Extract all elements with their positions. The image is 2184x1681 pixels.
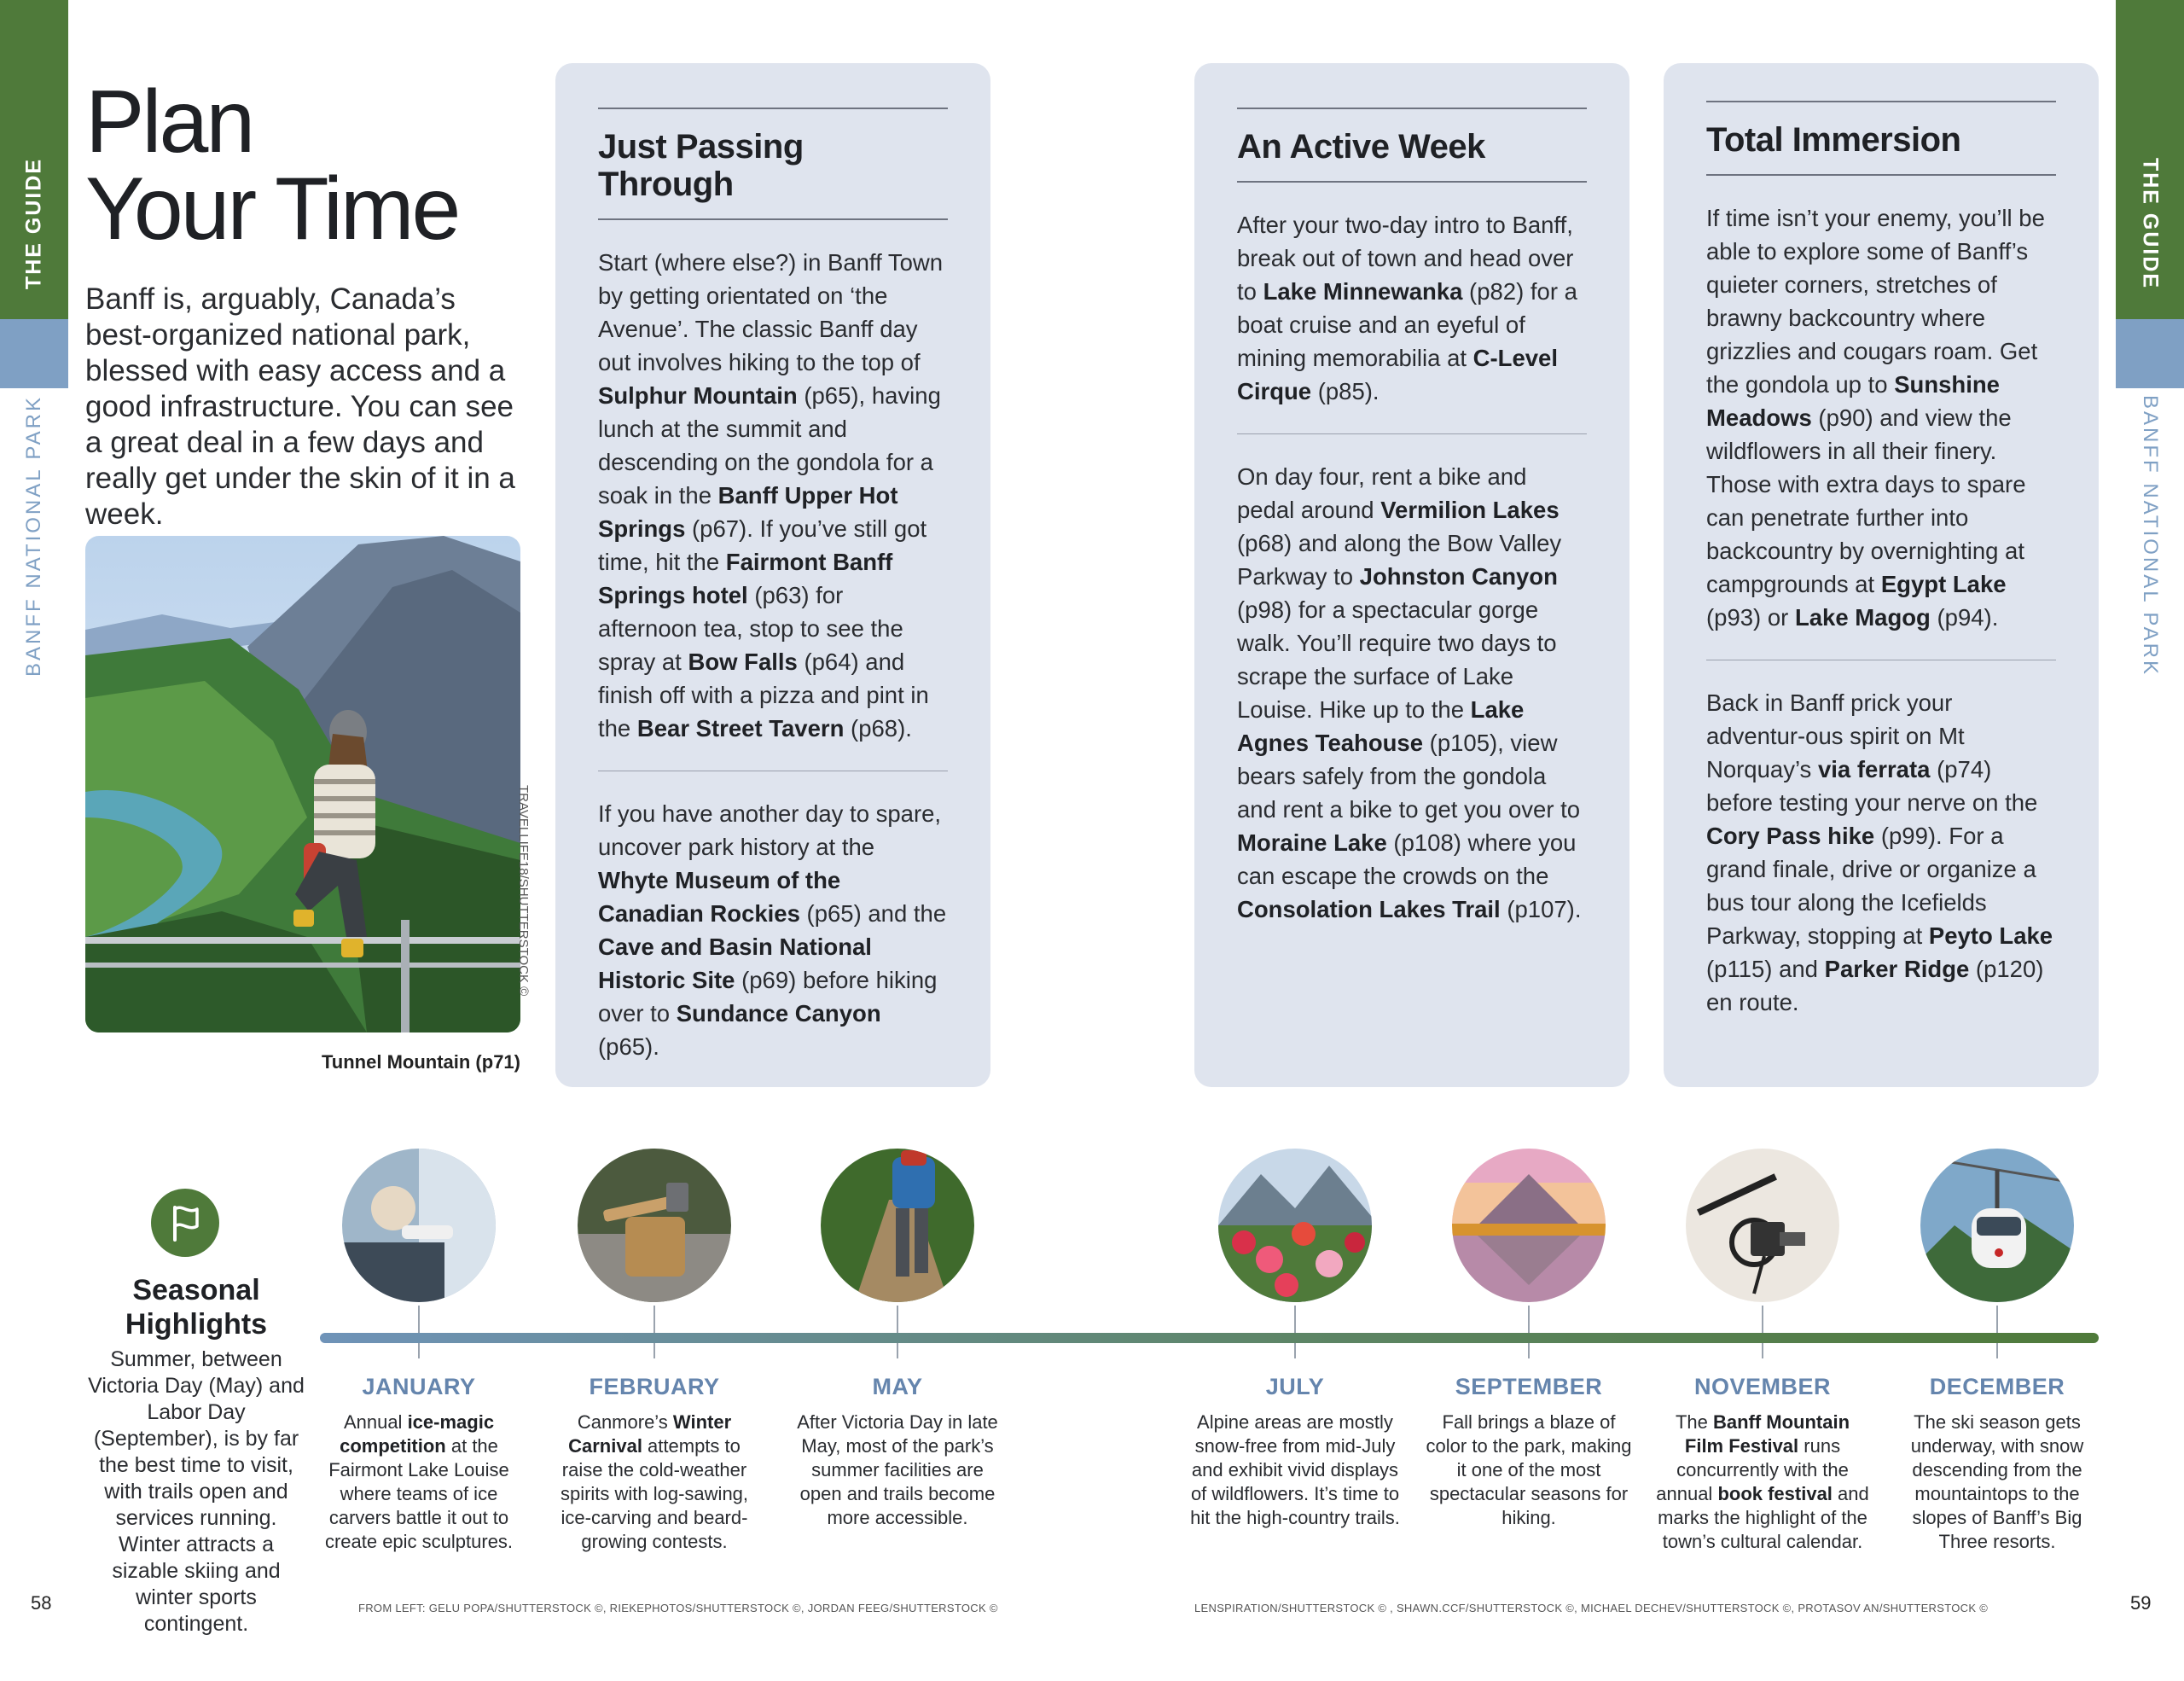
month-july	[1188, 1149, 1402, 1530]
card-title: Just Passing Through	[598, 128, 804, 203]
card-rule	[598, 218, 948, 220]
seasonal-text: Summer, between Victoria Day (May) and Labor Day (September), is by far the best time to visit, with trails open and services running. Winter attracts a sizable skiing and winter sports contingent.	[88, 1347, 305, 1636]
tunnel-mountain-photo	[85, 536, 520, 1032]
month-text: Fall brings a blaze of color to the park, making it one of the most spectacular seasons for hiking.	[1426, 1411, 1632, 1528]
month-name: MAY	[872, 1374, 923, 1399]
gondola-photo	[1920, 1149, 2074, 1302]
park-label: BANFF NATIONAL PARK	[22, 395, 45, 677]
month-text: The ski season gets underway, with snow descending from the mountaintops to the slopes of Banff’s Big Three resorts.	[1910, 1411, 2084, 1552]
photo-credits-right: LENSPIRATION/SHUTTERSTOCK © , SHAWN.CCF/SHUTTERSTOCK ©, MICHAEL DECHEV/SHUTTERSTOCK ©, PROTASOV AN/SHUTTERSTOCK ©	[1194, 1602, 1989, 1614]
card-paragraph: Start (where else?) in Banff Town by getting orientated on ‘the Avenue’. The classic Banff day out involves hiking to the top of Sulphur Mountain (p65), having lunch at the summit and descending on the gondola for a soak in the Banff Upper Hot Springs (p67). If you’ve still got time, hit the Fairmont Banff Springs hotel (p63) for afternoon tea, stop to see the spray at Bow Falls (p64) and finish off with a pizza and pint in the Bear Street Tavern (p68).	[598, 249, 944, 742]
itinerary-card-an-active-week	[1194, 63, 1629, 1087]
month-name: SEPTEMBER	[1455, 1374, 1603, 1399]
month-may	[791, 1149, 1004, 1530]
page-title	[85, 73, 459, 259]
photo-caption: Tunnel Mountain (p71)	[321, 1051, 520, 1073]
card-divider	[1237, 433, 1587, 434]
month-name: NOVEMBER	[1693, 1374, 1831, 1399]
hiker-photo	[821, 1149, 974, 1302]
month-text: Annual ice-magic competition at the Fairmont Lake Louise where teams of ice carvers battle it out to create epic sculptures.	[324, 1411, 514, 1552]
card-paragraph: If you have another day to spare, uncover park history at the Whyte Museum of the Canadian Rockies (p65) and the Cave and Basin National Historic Site (p69) before hiking over to Sundance Canyon (p65).	[598, 800, 947, 1060]
photo-credit: TRAVELLIFE18/SHUTTERSTOCK ©	[516, 785, 531, 997]
photo-credits-left: FROM LEFT: GELU POPA/SHUTTERSTOCK ©, RIEKEPHOTOS/SHUTTERSTOCK ©, JORDAN FEEG/SHUTTERSTOCK ©	[358, 1602, 998, 1614]
card-rule	[1706, 174, 2056, 176]
card-title: Total Immersion	[1706, 121, 1961, 159]
side-tab-right	[2116, 0, 2184, 677]
month-text: Canmore’s Winter Carnival attempts to raise the cold-weather spirits with log-sawing, ice-carving and beard-growing contests.	[560, 1411, 749, 1552]
month-january	[312, 1149, 526, 1554]
section-label: THE GUIDE	[2138, 157, 2163, 290]
autumn-lake-photo	[1452, 1149, 1606, 1302]
side-tab-blue	[0, 319, 68, 388]
month-text: The Banff Mountain Film Festival runs concurrently with the annual book festival and marks the highlight of the town’s cultural calendar.	[1656, 1411, 1869, 1552]
page-number-left: 58	[31, 1592, 52, 1614]
wildflowers-photo	[1218, 1149, 1372, 1302]
month-november	[1656, 1149, 1869, 1554]
page-title-line: Plan	[85, 73, 253, 172]
page-number-right: 59	[2130, 1592, 2152, 1614]
month-text: After Victoria Day in late May, most of the park’s summer facilities are open and trails become more accessible.	[797, 1411, 998, 1528]
card-paragraph: After your two-day intro to Banff, break out of town and head over to Lake Minnewanka (p82) for a boat cruise and an eyeful of mining memorabilia at C-Level Cirque (p85).	[1237, 212, 1577, 404]
page-title-line: Your Time	[85, 160, 459, 259]
card-paragraph: If time isn’t your enemy, you’ll be able to explore some of Banff’s quieter corners, stretches of brawny backcountry where grizzlies and cougars roam. Get the gondola up to Sunshine Meadows (p90) and view the wildflowers in all their finery. Those with extra days to spare can penetrate further into backcountry by overnighting at campgrounds at Egypt Lake (p93) or Lake Magog (p94).	[1706, 205, 2045, 631]
card-title: An Active Week	[1237, 128, 1485, 166]
seasonal-title: Seasonal Highlights	[125, 1274, 268, 1341]
film-camera-photo	[1686, 1149, 1839, 1302]
park-label: BANFF NATIONAL PARK	[2139, 395, 2162, 677]
card-rule	[1237, 181, 1587, 183]
intro-text: Banff is, arguably, Canada’s best-organized national park, blessed with easy access and a good infrastructure. You can see a great deal in a few days and really get under the skin of it in a week.	[85, 282, 515, 531]
month-name: JULY	[1265, 1374, 1325, 1399]
month-february	[548, 1149, 761, 1554]
month-name: DECEMBER	[1929, 1374, 2065, 1399]
side-tab-left	[0, 0, 68, 677]
month-name: JANUARY	[362, 1374, 476, 1399]
itinerary-card-total-immersion	[1664, 63, 2099, 1087]
log-axe-photo	[578, 1149, 731, 1302]
side-tab-blue	[2116, 319, 2184, 388]
ice-carving-photo	[342, 1149, 496, 1302]
month-december	[1891, 1149, 2104, 1554]
month-name: FEBRUARY	[589, 1374, 720, 1399]
card-paragraph: Back in Banff prick your adventur-ous spirit on Mt Norquay’s via ferrata (p74) before testing your nerve on the Cory Pass hike (p99). For a grand finale, drive or organize a bus tour along the Icefields Parkway, stopping at Peyto Lake (p115) and Parker Ridge (p120) en route.	[1706, 689, 2053, 1015]
card-paragraph: On day four, rent a bike and pedal around Vermilion Lakes (p68) and along the Bow Valley Parkway to Johnston Canyon (p98) for a spectacular gorge walk. You’ll require two days to scrape the surface of Lake Louise. Hike up to the Lake Agnes Teahouse (p105), view bears safely from the gondola and rent a bike to get you over to Moraine Lake (p108) where you can escape the crowds on the Consolation Lakes Trail (p107).	[1237, 463, 1582, 922]
itinerary-card-just-passing-through	[555, 63, 990, 1087]
flag-icon	[151, 1189, 219, 1257]
month-september	[1422, 1149, 1635, 1530]
month-text: Alpine areas are mostly snow-free from mid-July and exhibit vivid displays of wildflowers. It’s time to hit the high-country trails.	[1190, 1411, 1400, 1528]
section-label: THE GUIDE	[21, 157, 46, 290]
